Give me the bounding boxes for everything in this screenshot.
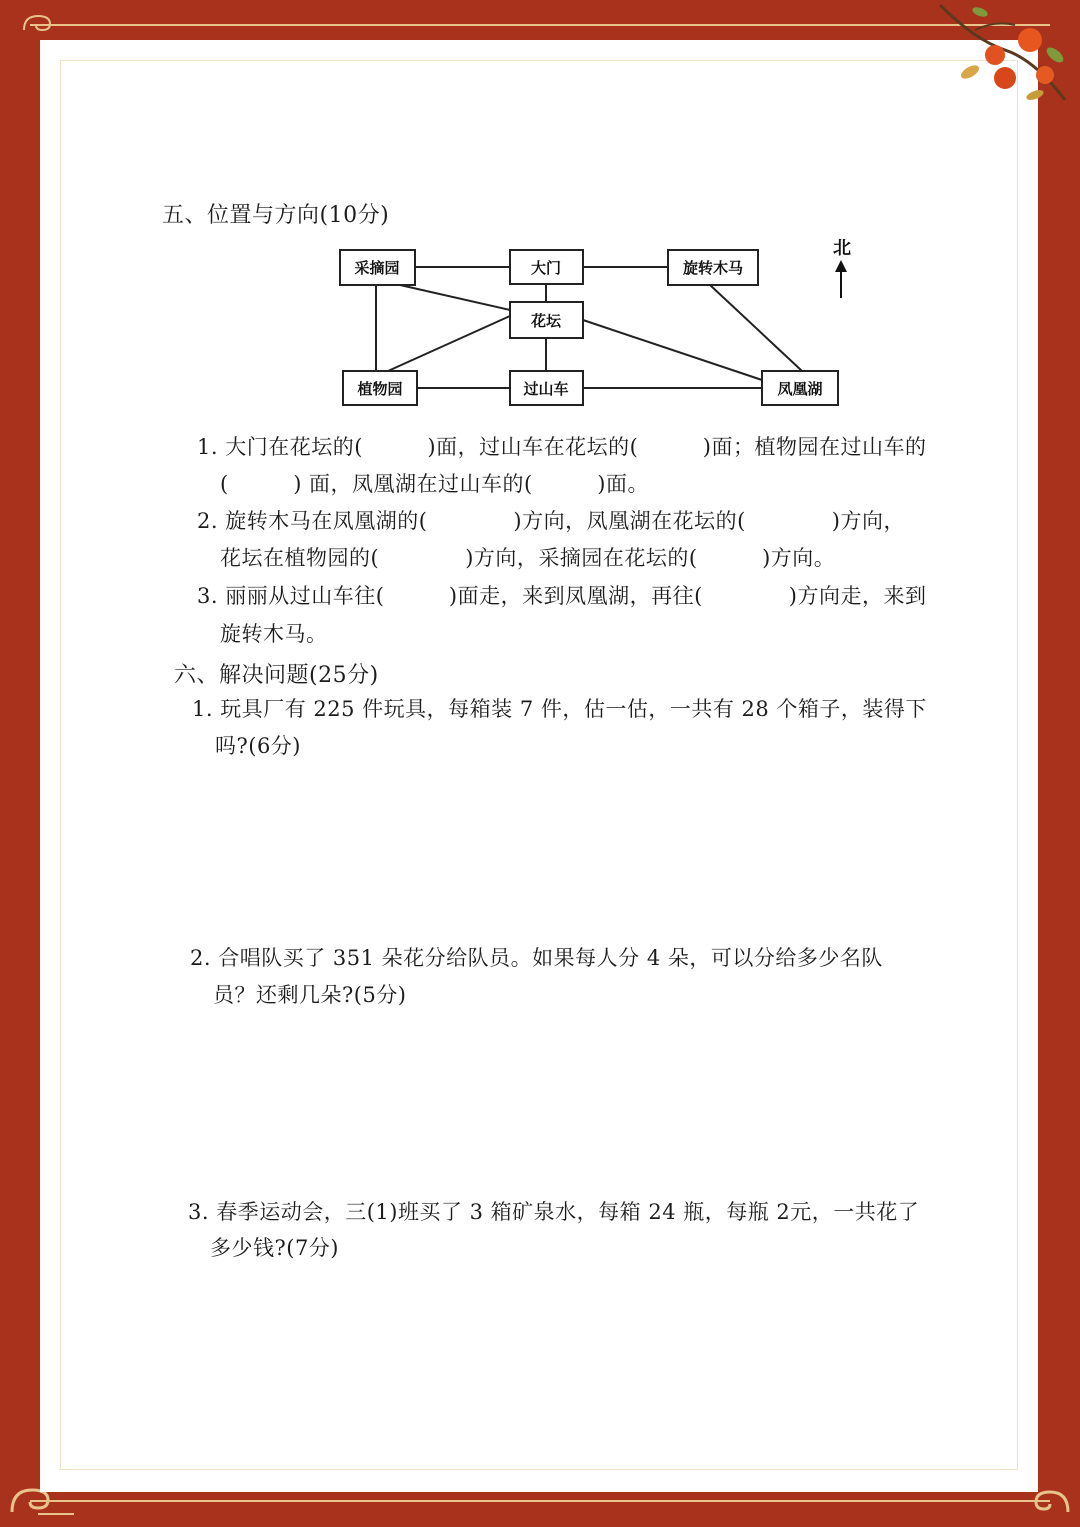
- node-carousel-label: 旋转木马: [682, 259, 744, 277]
- node-phoenix-lake-label: 凤凰湖: [777, 380, 823, 398]
- corner-ornament-top-left-icon: [20, 10, 60, 34]
- north-label: 北: [833, 238, 851, 259]
- node-picking-garden: [340, 250, 415, 285]
- node-main-gate: [510, 250, 583, 284]
- problem-6-3-line-2: 多少钱?(7分): [210, 1236, 340, 1260]
- question-5-1-line-2: ( ) 面，凤凰湖在过山车的( )面。: [220, 472, 649, 496]
- edge-flowerbed-botanical: [388, 316, 510, 371]
- question-5-3-line-2: 旋转木马。: [220, 622, 328, 646]
- question-5-2-line-1: 2. 旋转木马在凤凰湖的( )方向，凤凰湖在花坛的( )方向，: [197, 509, 905, 533]
- problem-6-3-line-1: 3. 春季运动会，三(1)班买了 3 箱矿泉水，每箱 24 瓶，每瓶 2元，一共花了: [188, 1200, 920, 1224]
- question-5-1-line-1: 1. 大门在花坛的( )面，过山车在花坛的( )面；植物园在过山车的: [197, 435, 927, 459]
- node-carousel: [668, 250, 758, 285]
- problem-6-1-line-1: 1. 玩具厂有 225 件玩具，每箱装 7 件，估一估，一共有 28 个箱子，装得下: [192, 697, 927, 721]
- node-picking-garden-label: 采摘园: [354, 259, 400, 277]
- frame-top-line: [30, 24, 1050, 26]
- node-botanical-garden: [343, 371, 417, 405]
- section-six-heading: 六、解决问题(25分): [174, 663, 379, 688]
- node-main-gate-label: 大门: [530, 259, 562, 277]
- frame-bottom-line: [30, 1500, 1050, 1502]
- node-botanical-garden-label: 植物园: [357, 380, 403, 398]
- north-arrow-icon: [835, 260, 847, 298]
- node-flower-bed-label: 花坛: [530, 312, 562, 330]
- edge-picking-flowerbed: [400, 285, 510, 310]
- node-flower-bed: [510, 302, 583, 338]
- persimmon-branch-icon: [935, 0, 1075, 115]
- location-map-diagram: [330, 230, 870, 415]
- edge-flowerbed-lake: [583, 320, 762, 380]
- node-roller-coaster: [510, 371, 583, 405]
- problem-6-2-line-1: 2. 合唱队买了 351 朵花分给队员。如果每人分 4 朵，可以分给多少名队: [190, 946, 883, 970]
- problem-6-2-line-2: 员？还剩几朵?(5分): [213, 983, 407, 1007]
- question-5-2-line-2: 花坛在植物园的( )方向，采摘园在花坛的( )方向。: [220, 546, 836, 570]
- question-5-3-line-1: 3. 丽丽从过山车往( )面走，来到凤凰湖，再往( )方向走，来到: [197, 584, 927, 608]
- edge-carousel-lake: [710, 285, 802, 371]
- section-five-heading: 五、位置与方向(10分): [162, 203, 390, 228]
- node-roller-coaster-label: 过山车: [523, 380, 569, 398]
- node-phoenix-lake: [762, 371, 838, 405]
- problem-6-1-line-2: 吗?(6分): [215, 734, 302, 758]
